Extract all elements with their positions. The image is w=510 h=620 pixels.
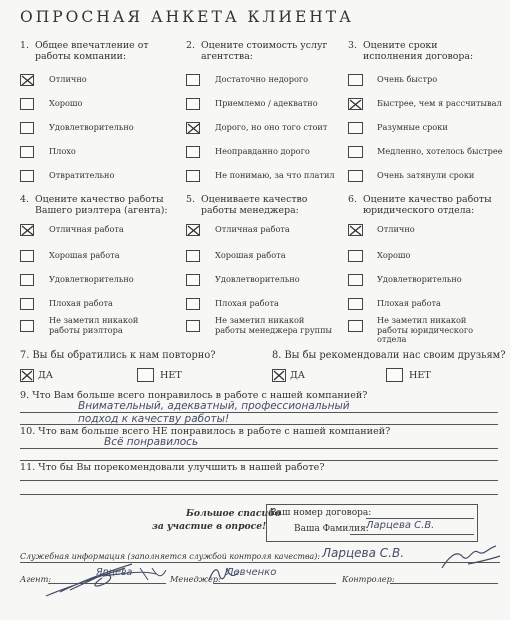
q1-text: Общее впечатление от работы компании: bbox=[35, 40, 149, 62]
q4-option-5-label: Не заметил никакой работы риэлтора bbox=[49, 315, 139, 335]
q5-option-5-checkbox[interactable] bbox=[186, 320, 200, 332]
q4-option-1-label: Отличная работа bbox=[49, 224, 124, 234]
service-value: Ларцева С.В. bbox=[322, 546, 405, 560]
q4-text: Оцените качество работы Вашего риэлтера (агента): bbox=[35, 194, 168, 216]
controller-label: Контролер: bbox=[342, 574, 395, 584]
page-title: ОПРОСНАЯ АНКЕТА КЛИЕНТА bbox=[20, 8, 354, 26]
q2-text: Оцените стоимость услуг агентства: bbox=[201, 40, 328, 62]
q3-option-3-label: Разумные сроки bbox=[377, 122, 448, 132]
q8-yes-checkbox[interactable] bbox=[272, 369, 286, 382]
q1-option-4-label: Плохо bbox=[49, 146, 76, 156]
q1-option-4-checkbox[interactable] bbox=[20, 146, 34, 158]
agent-label: Агент: bbox=[20, 574, 52, 584]
manager-label: Менеджер: bbox=[170, 574, 221, 584]
q4-option-1-checkbox[interactable] bbox=[20, 224, 34, 236]
q1-header bbox=[20, 40, 170, 62]
q6-option-3-label: Удовлетворительно bbox=[377, 274, 462, 284]
q4-option-4-label: Плохая работа bbox=[49, 298, 113, 308]
q4-option-5-checkbox[interactable] bbox=[20, 320, 34, 332]
q11-line-1 bbox=[20, 480, 498, 481]
q6-option-4-label: Плохая работа bbox=[377, 298, 441, 308]
q5-option-3-checkbox[interactable] bbox=[186, 274, 200, 286]
q2-option-2-label: Приемлемо / адекватно bbox=[215, 98, 318, 108]
controller-field[interactable] bbox=[390, 583, 498, 584]
thanks-line2: за участие в опросе! bbox=[152, 521, 267, 532]
q7-no-checkbox[interactable] bbox=[137, 368, 154, 382]
q1-option-2-checkbox[interactable] bbox=[20, 98, 34, 110]
q1-option-1-label: Отлично bbox=[49, 74, 87, 84]
q5-header bbox=[186, 194, 336, 216]
q2-header bbox=[186, 40, 336, 62]
q3-option-4-label: Медленно, хотелось быстрее bbox=[377, 146, 503, 156]
agent-signature bbox=[40, 556, 190, 606]
q10-text: 10. Что вам больше всего НЕ понравилось в работе с нашей компанией? bbox=[20, 426, 391, 437]
q5-option-3-label: Удовлетворительно bbox=[215, 274, 300, 284]
q3-option-2-label: Быстрее, чем я рассчитывал bbox=[377, 98, 502, 108]
q2-option-3-label: Дорого, но оно того стоит bbox=[215, 122, 328, 132]
q4-option-3-checkbox[interactable] bbox=[20, 274, 34, 286]
q3-option-5-checkbox[interactable] bbox=[348, 170, 363, 182]
q3-option-1-label: Очень быстро bbox=[377, 74, 438, 84]
manager-value: Левченко bbox=[226, 567, 277, 578]
q8-yes-label: ДА bbox=[290, 370, 306, 381]
contract-label: Ваш номер договора: bbox=[270, 508, 372, 518]
surname-value: Ларцева С.В. bbox=[366, 520, 435, 531]
q6-option-5-label: Не заметил никакой работы юридического отдела bbox=[377, 315, 474, 345]
q2-option-1-label: Достаточно недорого bbox=[215, 74, 309, 84]
q8-text: 8. Вы бы рекомендовали нас своим друзьям? bbox=[272, 350, 506, 361]
q8-no-checkbox[interactable] bbox=[386, 368, 403, 382]
q6-header bbox=[348, 194, 498, 216]
q6-option-1-label: Отлично bbox=[377, 224, 415, 234]
q3-text: Оцените сроки исполнения договора: bbox=[363, 40, 474, 62]
q6-text: Оцените качество работы юридического отдела: bbox=[363, 194, 492, 216]
q2-number: 2. bbox=[186, 40, 195, 51]
q2-option-1-checkbox[interactable] bbox=[186, 74, 200, 86]
q5-option-2-label: Хорошая работа bbox=[215, 250, 286, 260]
q2-option-5-label: Не понимаю, за что платил bbox=[215, 170, 335, 180]
q11-text: 11. Что бы Вы порекомендовали улучшить в нашей работе? bbox=[20, 462, 325, 473]
q1-option-5-checkbox[interactable] bbox=[20, 170, 34, 182]
q2-option-3-checkbox[interactable] bbox=[186, 122, 200, 134]
q7-text: 7. Вы бы обратились к нам повторно? bbox=[20, 350, 216, 361]
q6-option-4-checkbox[interactable] bbox=[348, 298, 363, 310]
q1-option-1-checkbox[interactable] bbox=[20, 74, 34, 86]
q1-number: 1. bbox=[20, 40, 29, 51]
q1-option-3-label: Удовлетворительно bbox=[49, 122, 134, 132]
q5-text: Оценивaете качество работы менеджера: bbox=[201, 194, 308, 216]
q3-option-4-checkbox[interactable] bbox=[348, 146, 363, 158]
q4-option-4-checkbox[interactable] bbox=[20, 298, 34, 310]
q5-option-1-checkbox[interactable] bbox=[186, 224, 200, 236]
q5-option-5-label: Не заметил никакой работы менеджера группы bbox=[215, 315, 333, 335]
q5-option-2-checkbox[interactable] bbox=[186, 250, 200, 262]
q3-option-3-checkbox[interactable] bbox=[348, 122, 363, 134]
q6-option-1-checkbox[interactable] bbox=[348, 224, 363, 236]
agent-value: Ярцева bbox=[96, 567, 133, 578]
q3-number: 3. bbox=[348, 40, 357, 51]
manager-signature bbox=[205, 562, 245, 586]
q4-number: 4. bbox=[20, 194, 29, 205]
q10-line-1 bbox=[20, 448, 498, 449]
q5-option-4-checkbox[interactable] bbox=[186, 298, 200, 310]
q4-header bbox=[20, 194, 170, 216]
service-label: Служебная информация (заполняется службой контроля качества): bbox=[20, 552, 320, 561]
q1-option-5-label: Отвратительно bbox=[49, 170, 115, 180]
q2-option-4-checkbox[interactable] bbox=[186, 146, 200, 158]
q7-yes-checkbox[interactable] bbox=[20, 369, 34, 382]
q7-yes-label: ДА bbox=[38, 370, 54, 381]
q9-answer-line2: подход к качеству работы! bbox=[78, 413, 230, 425]
q2-option-2-checkbox[interactable] bbox=[186, 98, 200, 110]
q10-answer: Всё понравилось bbox=[104, 436, 199, 448]
q4-option-3-label: Удовлетворительно bbox=[49, 274, 134, 284]
q3-option-2-checkbox[interactable] bbox=[348, 98, 363, 110]
contract-box-top bbox=[268, 504, 476, 505]
q4-option-2-checkbox[interactable] bbox=[20, 250, 34, 262]
q5-number: 5. bbox=[186, 194, 195, 205]
q6-option-2-checkbox[interactable] bbox=[348, 250, 363, 262]
q7-no-label: НЕТ bbox=[160, 370, 182, 381]
q6-option-2-label: Хорошо bbox=[377, 250, 411, 260]
q1-option-2-label: Хорошо bbox=[49, 98, 83, 108]
service-signature bbox=[438, 538, 504, 578]
q3-option-1-checkbox[interactable] bbox=[348, 74, 363, 86]
q6-number: 6. bbox=[348, 194, 357, 205]
q6-option-5-checkbox[interactable] bbox=[348, 320, 363, 332]
q4-option-2-label: Хорошая работа bbox=[49, 250, 120, 260]
q6-option-3-checkbox[interactable] bbox=[348, 274, 363, 286]
q9-answer-line1: Внимательный, адекватный, профессиональный bbox=[78, 400, 350, 412]
q5-option-4-label: Плохая работа bbox=[215, 298, 279, 308]
q10-line-2 bbox=[20, 460, 498, 461]
q3-header bbox=[348, 40, 498, 62]
q2-option-4-label: Неоправданно дорого bbox=[215, 146, 310, 156]
surname-field[interactable] bbox=[350, 534, 474, 535]
q8-no-label: НЕТ bbox=[409, 370, 431, 381]
q2-option-5-checkbox[interactable] bbox=[186, 170, 200, 182]
q3-option-5-label: Очень затянули сроки bbox=[377, 170, 475, 180]
q9-line-2 bbox=[20, 424, 498, 425]
q1-option-3-checkbox[interactable] bbox=[20, 122, 34, 134]
q9-text: 9. Что Вам больше всего понравилось в работе с нашей компанией? bbox=[20, 390, 368, 401]
thanks-line1: Большое спасибо bbox=[186, 508, 281, 519]
contract-field[interactable] bbox=[366, 518, 474, 519]
q5-option-1-label: Отличная работа bbox=[215, 224, 290, 234]
q11-line-2 bbox=[20, 494, 498, 495]
surname-label: Ваша Фамилия: bbox=[294, 524, 369, 534]
